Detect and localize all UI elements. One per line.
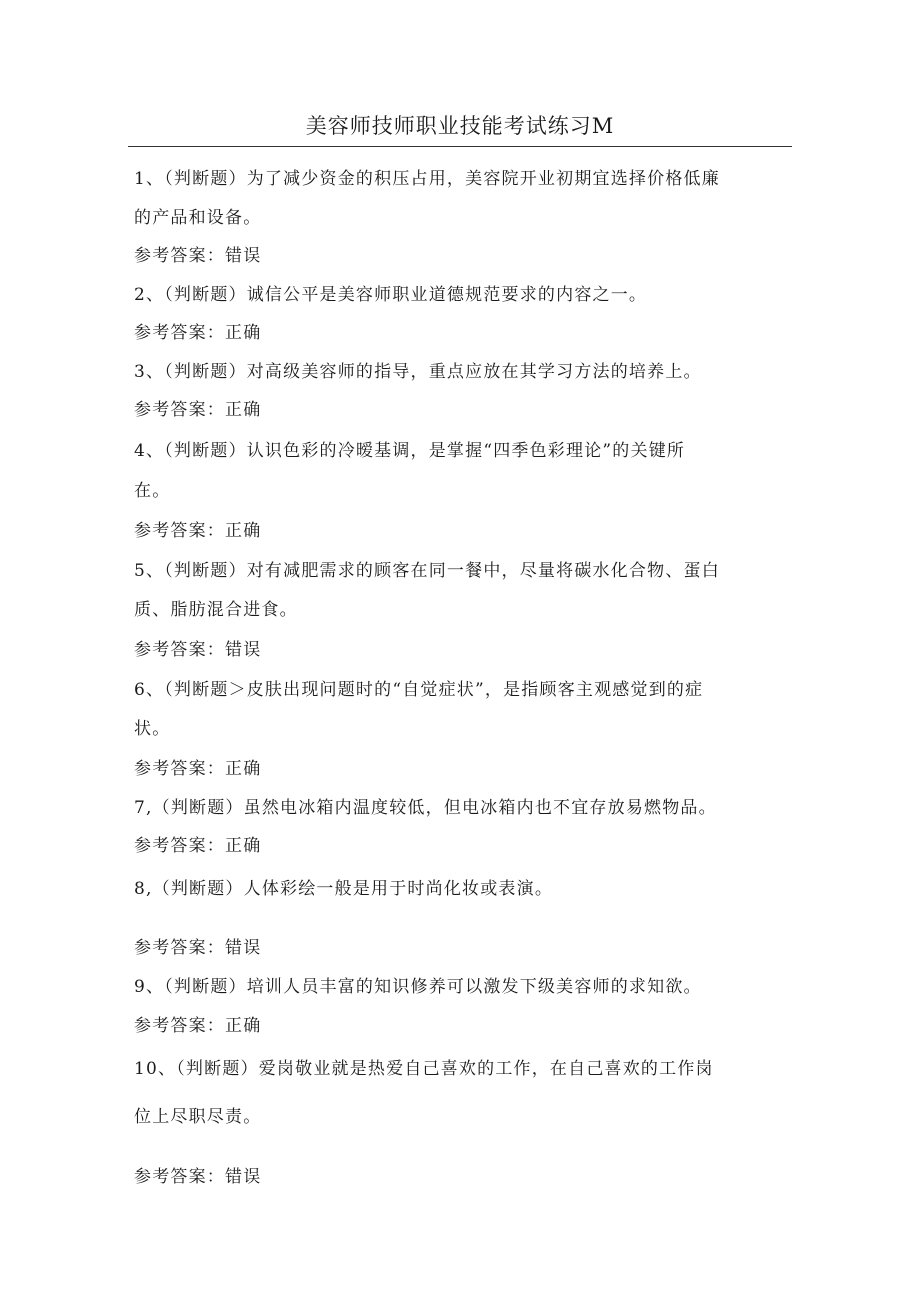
- question-6-text-line-2: 状。: [134, 719, 171, 739]
- question-2-text-line-1: 2、（判断题）诚信公平是美容师职业道德规范要求的内容之一。: [134, 285, 648, 305]
- question-2-answer: 参考答案：正确: [134, 323, 262, 343]
- question-4-answer: 参考答案：正确: [134, 521, 262, 541]
- question-3-answer: 参考答案：正确: [134, 400, 262, 420]
- question-1-answer: 参考答案：错误: [134, 246, 262, 266]
- question-7-answer: 参考答案：正确: [134, 836, 262, 856]
- question-1-text-line-2: 的产品和设备。: [134, 208, 262, 228]
- question-8-text-line-1: 8,（判断题）人体彩绘一般是用于时尚化妆或表演。: [134, 879, 554, 899]
- question-9-answer: 参考答案：正确: [134, 1016, 262, 1036]
- question-4-text-line-1: 4、（判断题）认识色彩的冷暧基调，是掌握“四季色彩理论”的关键所: [134, 441, 686, 461]
- question-10-text-line-1: 10、（判断题）爱岗敬业就是热爱自己喜欢的工作，在自己喜欢的工作岗: [134, 1059, 714, 1079]
- title-divider: [128, 146, 792, 147]
- question-5-text-line-1: 5、（判断题）对有减肥需求的顾客在同一餐中，尽量将碳水化合物、蛋白: [134, 561, 720, 581]
- question-5-answer: 参考答案：错误: [134, 640, 262, 660]
- question-3-text-line-1: 3、（判断题）对高级美容师的指导，重点应放在其学习方法的培养上。: [134, 362, 702, 382]
- question-10-answer: 参考答案：错误: [134, 1167, 262, 1187]
- question-6-answer: 参考答案：正确: [134, 759, 262, 779]
- question-8-answer: 参考答案：错误: [134, 938, 262, 958]
- question-10-text-line-2: 位上尽职尽责。: [134, 1107, 262, 1127]
- question-5-text-line-2: 质、脂肪混合进食。: [134, 600, 298, 620]
- question-7-text-line-1: 7,（判断题）虽然电冰箱内温度较低，但电冰箱内也不宜存放易燃物品。: [134, 798, 717, 818]
- document-title: 美容师技师职业技能考试练习M: [305, 114, 615, 138]
- question-1-text-line-1: 1、（判断题）为了减少资金的积压占用，美容院开业初期宜选择价格低廉: [134, 169, 720, 189]
- question-9-text-line-1: 9、（判断题）培训人员丰富的知识修养可以激发下级美容师的求知欲。: [134, 977, 702, 997]
- question-4-text-line-2: 在。: [134, 481, 171, 501]
- question-6-text-line-1: 6、（判断题＞皮肤出现问题时的“自觉症状”，是指顾客主观感觉到的症: [134, 680, 704, 700]
